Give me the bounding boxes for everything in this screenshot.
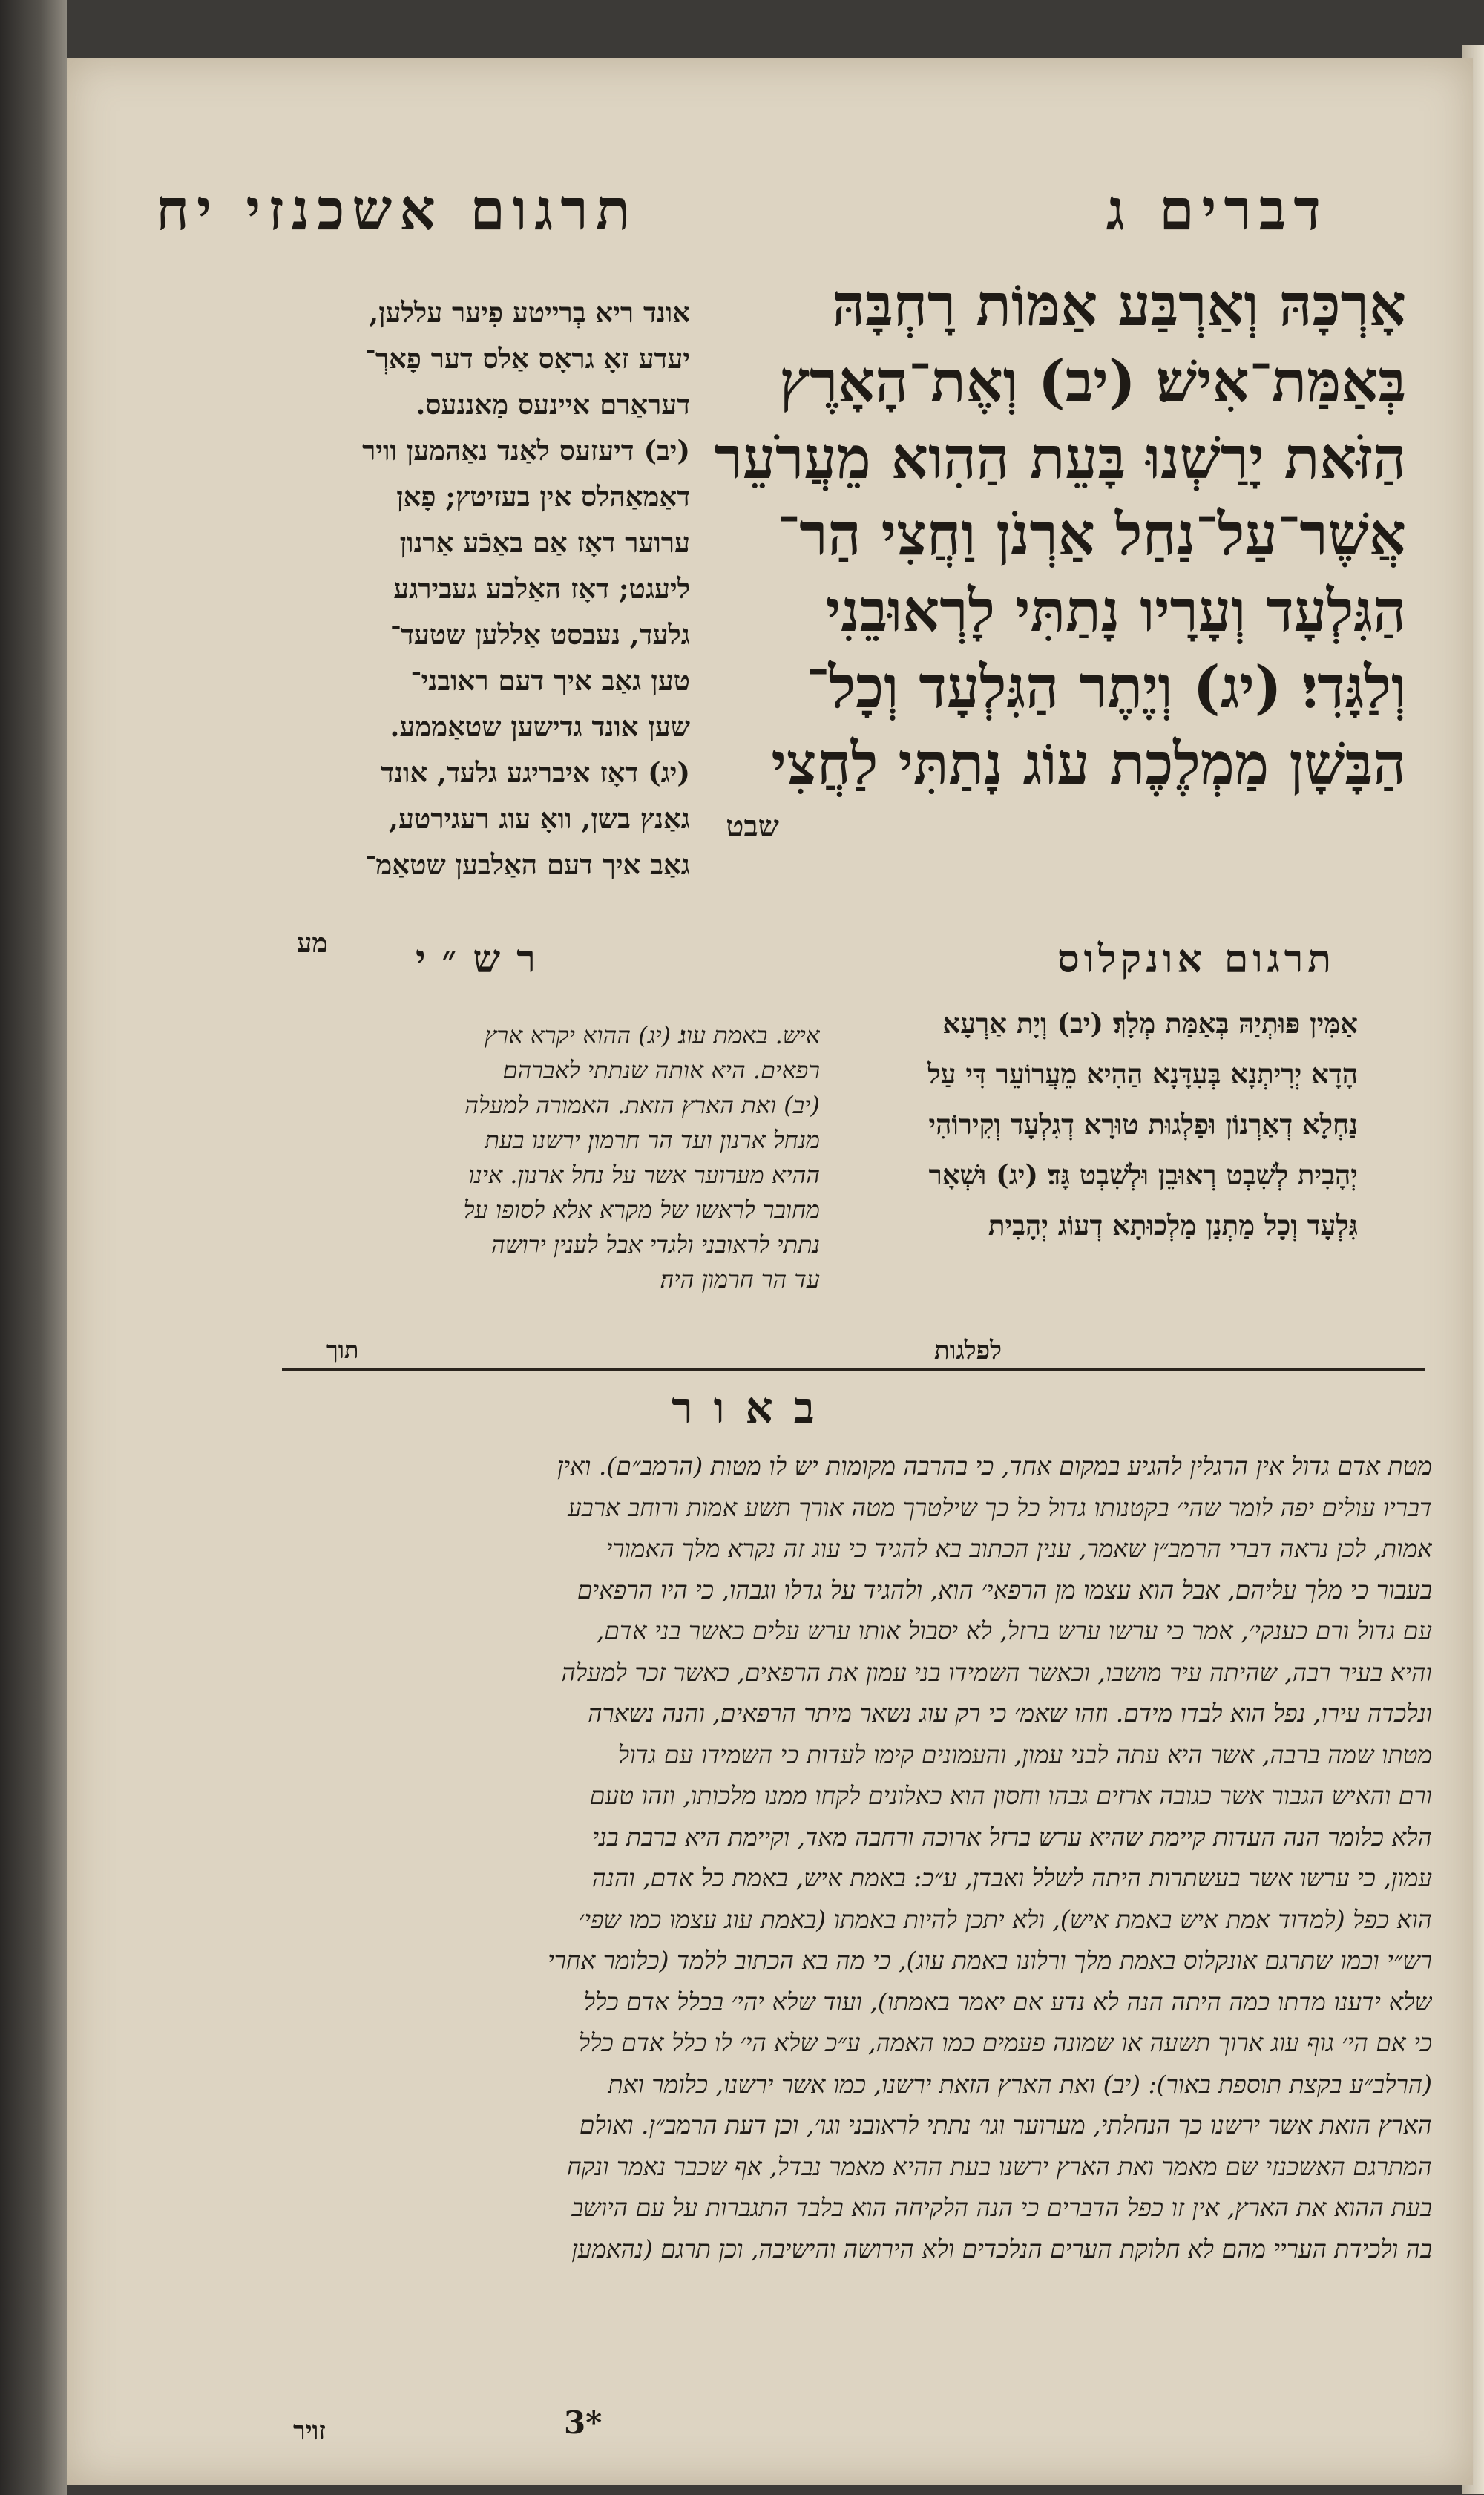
yiddish-line: דעראַרם איינעס מַאננעס. — [416, 388, 690, 421]
yiddish-line: שען אונד גדישען שטאַממע. — [390, 710, 690, 743]
yiddish-line: ערוער דאָז אַם באַכֿע אַרנון — [399, 526, 690, 559]
biur-line: כי אם הי׳ גוף עוג ארוך תשעה או שמונה פעמים כמו האמה, ע״כ שלא הי׳ לו כלל אדם כלל — [578, 2028, 1432, 2057]
biur-line: הוא כפל (למדוד אמת איש באמת איש), ולא יתכן להיות באמתו (באמת עוג עצמו כמו שפי׳ — [578, 1904, 1432, 1934]
rashi-line: נתתי לראובני ולגדי אבל לענין ירושה — [491, 1230, 820, 1259]
biur-line: בעבור כי מלך עליהם, אבל הוא עצמו מן הרפאי׳ הוא, ולהגיד על גדלו וגבהו, כי היו הרפאים — [577, 1575, 1432, 1604]
biur-line: דבריו עולים יפה לומר שהי׳ בקטנותו גדול כל כך שילטרך מטה אורך תשע אמות ורוחב ארבע — [568, 1492, 1432, 1522]
biur-line: עמון, כי ערשו אשר בעשתרות היתה לשלל ואבדן, ע״כ: באמת איש, באמת כל אדם, והנה — [591, 1863, 1432, 1892]
signature-mark: 3* — [564, 2404, 603, 2441]
rashi-catchword: תוך — [326, 1336, 359, 1364]
main-text-line: אָרְכָּהּ וְאַרְבַּע אַמּוֹת רָחְבָּהּ — [832, 272, 1406, 339]
biur-line: שלא ידענו מדתו כמה היתה הנה לא נדע אם יאמר באמתו), ועוד שלא יהי׳ בכלל אדם כלל — [583, 1987, 1432, 2016]
printer-signature: זויר — [293, 2416, 326, 2446]
yiddish-line: גלעד, נעבסט אַללען שטעד־ — [390, 618, 690, 651]
yiddish-line: גאַב איך דעם האַלבען שטאַמ־ — [365, 848, 690, 881]
onkelos-commentary — [794, 998, 1358, 1250]
biur-line: המתרגם האשכנזי שם מאמר ואת הארץ ירשנו בעת ההיא מאמר נבדל, אף שכבר נאמר ונקח — [567, 2151, 1432, 2181]
main-torah-text — [627, 267, 1406, 802]
yiddish-catchword: מע — [297, 928, 328, 959]
biur-line: בה ולכידת העריי מהם לא חלוקת הערים הנלכדים ולא הירושה והישיבה, וכן תרגם (נהאמען — [571, 2234, 1432, 2263]
rashi-line: ההיא מערוער אשר על נחל ארנון. אינו — [468, 1161, 820, 1189]
biur-line: עם גדול ורם כענקי׳, אמר כי ערשו ערש ברזל, לא יסבול אותו ערש עלים כאשר בני אדם, — [596, 1616, 1432, 1645]
biur-line: מטת אדם גדול אין הרגלין להגיע במקום אחד, כי בהרבה מקומות יש לו מטות (הרמב״ם). ואין — [557, 1452, 1432, 1481]
rashi-heading: רש״י — [416, 937, 552, 982]
rashi-line: מחובר לראשו של מקרא אלא לסופו על — [463, 1196, 820, 1224]
yiddish-line: יעדע זאָ גראָס אַלס דער פָארְ־ — [364, 342, 690, 375]
biur-heading: באור — [672, 1383, 835, 1433]
biur-commentary — [282, 1446, 1432, 2269]
rashi-commentary — [286, 1018, 820, 1297]
biur-line: ונלכדה עירו, נפל הוא לבדו מידם. וזהו שאמ׳ כי רק עוג נשאר מיתר הרפאים, והנה נשארה — [588, 1699, 1432, 1728]
main-text-line: הַגִּלְעָד וְעָרָיו נָתַתִּי לָרְאוּבֵנִי — [825, 577, 1406, 645]
onkelos-line: נַחְלָא דְאַרְנוֹן וּפַלְגוּת טוּרָא דְגִלְעָד וְקִירוֹהִי — [928, 1108, 1358, 1141]
main-text-line: בְּאַמַּת־אִישׁ׃ (יב) וְאֶת־הָאָרֶץ — [779, 348, 1406, 416]
onkelos-line: גִּלְעָד וְכָל מַתְנַן מַלְכוּתָא דְעוֹג יְהָבִית — [988, 1209, 1358, 1242]
yiddish-line: אונד ריא בְרייטע פִיער עללען, — [369, 296, 690, 329]
rashi-line: עד הר חרמון היה׃ — [660, 1265, 820, 1294]
onkelos-line: הָדָא יְרִיתְנָא בְּעִדָּנָא הַהִיא מֵעֲרוֹעֵר דִּי עַל — [928, 1058, 1358, 1090]
main-text-line: הַזֹּאת יָרַשְׁנוּ בָּעֵת הַהִוא מֵעֲרֹעֵר — [714, 424, 1406, 492]
biur-line: רש״י וכמו שתרגם אונקלוס באמת מלך ורלונו באמת עוג), כי מה בא הכתוב ללמד (כלומר אחרי — [548, 1946, 1432, 1975]
onkelos-catchword: לפלגות — [934, 1336, 1002, 1365]
biur-line: אמות, לכן נראה דברי הרמב״ן שאמר, ענין הכתוב בא להגיד כי עוג זה נקרא מלך האמורי — [605, 1534, 1432, 1563]
rashi-line: איש. באמת עוג׃ (יג) ההוא יקרא ארץ — [484, 1021, 820, 1049]
main-text-line: אֲשֶׁר־עַל־נַחַל אַרְנֹן וַחֲצִי הַר־ — [777, 501, 1406, 568]
onkelos-line: אַמִּין פּוּתְיַהּ בְּאַמַּת מְלָךְ׃ (יב) וְיָת אַרְעָא — [942, 1007, 1358, 1040]
yiddish-line: (יג) דאָז איבריגע גלעד, אונד — [381, 756, 690, 789]
biur-line: (הרלב״ע בקצת תוספת באור): (יב) ואת הארץ הזאת ירשנו, כמו אשר ירשנו, כלומר ואת — [608, 2069, 1432, 2099]
book-binding-edge — [0, 0, 67, 2495]
biur-line: הלא כלומר הנה העדות קיימת שהיא ערש ברזל ארוכה ורחבה מאד, וקיימת היא ברבת בני — [592, 1822, 1432, 1852]
main-text-line: וְלַגָּדִי׃ (יג) וְיֶתֶר הַגִּלְעָד וְכָל־ — [806, 654, 1406, 721]
yiddish-line: גאַנץ בשן, וואָ עוג רעגירטע, — [389, 802, 690, 835]
yiddish-line: ליעגט; דאָז האַלבע געבירגע — [393, 572, 690, 605]
yiddish-line: (יב) דיעזעס לאַנד נאַהמען וויר — [362, 434, 690, 467]
onkelos-heading: תרגום אונקלוס — [1057, 937, 1336, 982]
yiddish-translation — [215, 289, 690, 888]
running-header-book: דברים ג — [1106, 177, 1328, 243]
rashi-line: רפאים. היא אותה שנתתי לאברהם׃ — [502, 1056, 820, 1084]
biur-line: והיא בעיר רבה, שהיתה עיר מושבו, וכאשר השמידו בני עמון את הרפאים, כאשר זכר למעלה — [561, 1657, 1432, 1687]
running-header-translation: תרגום אשכנזי יח — [156, 177, 638, 243]
biur-line: הארץ הזאת אשר ירשנו כך הנחלתי, מערוער וגו׳ נתתי לראובני וגו׳, וכן דעת הרמב״ן. ואולם — [579, 2111, 1432, 2140]
biur-line: בעת ההוא את הארץ, אין זו כפל הדברים כי הנה הלקיחה הוא בלבד התגברות על עם היושב — [571, 2193, 1432, 2222]
rashi-line: מנחל ארנון ועד הר חרמון׃ ירשנו בעת — [485, 1126, 820, 1154]
yiddish-line: טען גאַב איך דעם ראובני־ — [410, 664, 690, 697]
biur-line: ורם והאיש הגבור אשר כגובה ארזים גבהו וחסון הוא כאלונים לקחו ממנו מלכותו, וזהו טעם — [589, 1781, 1432, 1810]
main-text-catchword: שבט — [726, 809, 779, 844]
section-divider — [282, 1368, 1425, 1371]
biur-line: מטתו שמה ברבה, אשר היא עתה לבני עמון, והעמונים קימו לעדות כי השמידו עם גדול — [617, 1740, 1432, 1769]
yiddish-line: דאַמאַהלס אין בעזיטץ; פָאן — [396, 480, 690, 513]
onkelos-line: יְהָבִית לְשִׁבְט רְאוּבֵן וּלְשִׁבְט גָּד׃ (יג) וּשְׁאָר — [928, 1158, 1358, 1191]
main-text-line: הַבָּשָׁן מַמְלֶכֶת עוֹג נָתַתִּי לַחֲצִי — [771, 730, 1406, 798]
rashi-line: (יב) ואת הארץ הזאת. האמורה למעלה — [464, 1091, 820, 1119]
